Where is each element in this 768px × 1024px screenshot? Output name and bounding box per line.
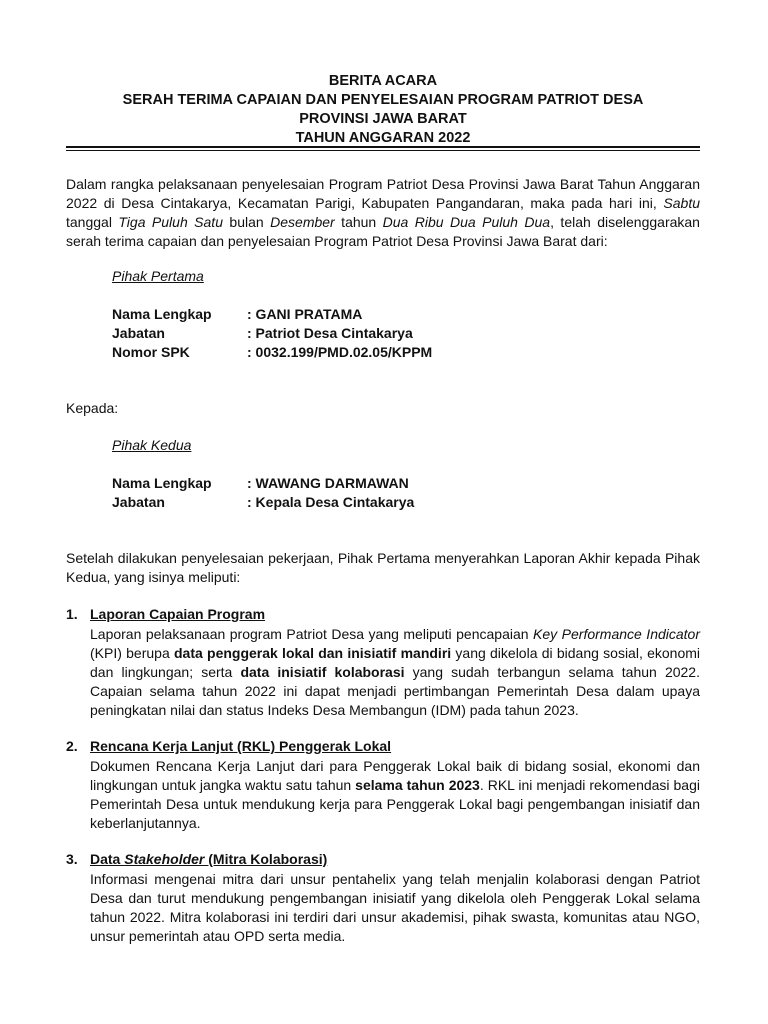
item-title: Rencana Kerja Lanjut (RKL) Penggerak Lokal: [90, 738, 392, 754]
header-fiscal-year: TAHUN ANGGARAN 2022: [295, 130, 471, 146]
item-text: . RKL ini menjadi rekomendasi bagi Pemerintah Desa untuk mendukung kerja para Penggerak Lokal bagi pengembangan inisiatif dan keberlanjutannya.: [90, 777, 700, 831]
item-text: yang sudah terbangun selama tahun 2022. Capaian selama tahun 2022 ini dapat menjadi pertimbangan Pemerintah Desa dalam upaya peningkatan nilai dan status Indeks Desa Membangun (IDM) pada tahun 2023.: [90, 664, 700, 718]
detail-row: [112, 324, 432, 343]
detail-label: Nomor SPK: [112, 344, 190, 360]
intro-paragraph: [66, 175, 700, 251]
detail-value: : 0032.199/PMD.02.05/KPPM: [247, 344, 433, 360]
detail-label: Jabatan: [112, 325, 165, 341]
intro-year: Dua Ribu Dua Puluh Dua: [382, 214, 551, 230]
item-body: [90, 757, 700, 833]
header-rule-thick: [66, 146, 700, 148]
detail-label: Nama Lengkap: [112, 306, 212, 322]
item-text: yang dikelola di bidang sosial, ekonomi dan lingkungan; serta: [90, 645, 701, 680]
detail-label: Jabatan: [112, 494, 165, 510]
detail-row: [112, 493, 414, 512]
header-title: BERITA ACARA: [328, 73, 438, 89]
item-text-italic: Key Performance Indicator: [533, 626, 701, 642]
detail-row: [112, 343, 432, 362]
item-number: 3.: [66, 851, 78, 867]
detail-value: : Patriot Desa Cintakarya: [247, 325, 413, 341]
pihak-pertama-title: Pihak Pertama: [112, 268, 204, 284]
header-subtitle: SERAH TERIMA CAPAIAN DAN PENYELESAIAN PROGRAM PATRIOT DESA: [122, 92, 644, 108]
item-title: [90, 851, 327, 867]
item-text: (KPI) berupa: [90, 645, 174, 661]
detail-row: [112, 305, 432, 324]
document-header: [66, 72, 700, 148]
pihak-kedua-details: [112, 474, 414, 512]
item-title-part: Data: [90, 851, 125, 867]
detail-value: : Kepala Desa Cintakarya: [247, 494, 415, 510]
item-title-part: (Mitra Kolaborasi): [204, 851, 328, 867]
item-title: Laporan Capaian Program: [90, 606, 266, 622]
intro-text-5: , telah diselenggarakan serah terima capaian dan penyelesaian Program Patriot Desa Provinsi Jawa Barat dari:: [66, 214, 700, 249]
item-number: 1.: [66, 606, 78, 622]
item-title-italic: Stakeholder: [124, 851, 205, 867]
pihak-pertama-details: [112, 305, 432, 362]
item-text: Laporan pelaksanaan program Patriot Desa yang meliputi pencapaian: [90, 626, 534, 642]
intro-text-3: bulan: [222, 214, 271, 230]
intro-text-4: tahun: [334, 214, 383, 230]
intro-text-1: Dalam rangka pelaksanaan penyelesaian Program Patriot Desa Provinsi Jawa Barat Tahun Anggaran 2022 di Desa Cintakarya, Kecamatan Parigi, Kabupaten Pangandaran, maka pada hari ini,: [66, 176, 700, 211]
item-body: [90, 625, 700, 720]
pihak-kedua-title: Pihak Kedua: [112, 437, 192, 453]
intro-date: Tiga Puluh Satu: [118, 214, 223, 230]
detail-label: Nama Lengkap: [112, 475, 212, 491]
item-text-bold: data inisiatif kolaborasi: [240, 664, 405, 680]
intro-day: Sabtu: [663, 195, 700, 211]
kepada-label: Kepada:: [66, 400, 119, 416]
item-text: Dokumen Rencana Kerja Lanjut dari para Penggerak Lokal baik di bidang sosial, ekonomi dan lingkungan untuk jangka waktu satu tahun: [90, 758, 700, 793]
intro-month: Desember: [270, 214, 335, 230]
item-text-bold: data penggerak lokal dan inisiatif mandiri: [173, 645, 452, 661]
detail-row: [112, 474, 414, 493]
header-rule-thin: [66, 150, 700, 151]
item-text-bold: selama tahun 2023: [355, 777, 480, 793]
item-body: Informasi mengenai mitra dari unsur pentahelix yang telah menjalin kolaborasi dengan Patriot Desa dan turut mendukung pengembangan inisiatif yang dikelola oleh Penggerak Lokal selama tahun 2022. Mitra kolaborasi ini terdiri dari unsur akademisi, pihak swasta, komunitas atau NGO, unsur pemerintah atau OPD serta media.: [90, 871, 700, 944]
intro-text-2: tanggal: [66, 214, 119, 230]
item-number: 2.: [66, 738, 78, 754]
setelah-paragraph: Setelah dilakukan penyelesaian pekerjaan, Pihak Pertama menyerahkan Laporan Akhir kepada Pihak Kedua, yang isinya meliputi:: [66, 550, 700, 585]
detail-value: : GANI PRATAMA: [247, 306, 363, 322]
header-province: PROVINSI JAWA BARAT: [299, 111, 467, 127]
detail-value: : WAWANG DARMAWAN: [247, 475, 409, 491]
